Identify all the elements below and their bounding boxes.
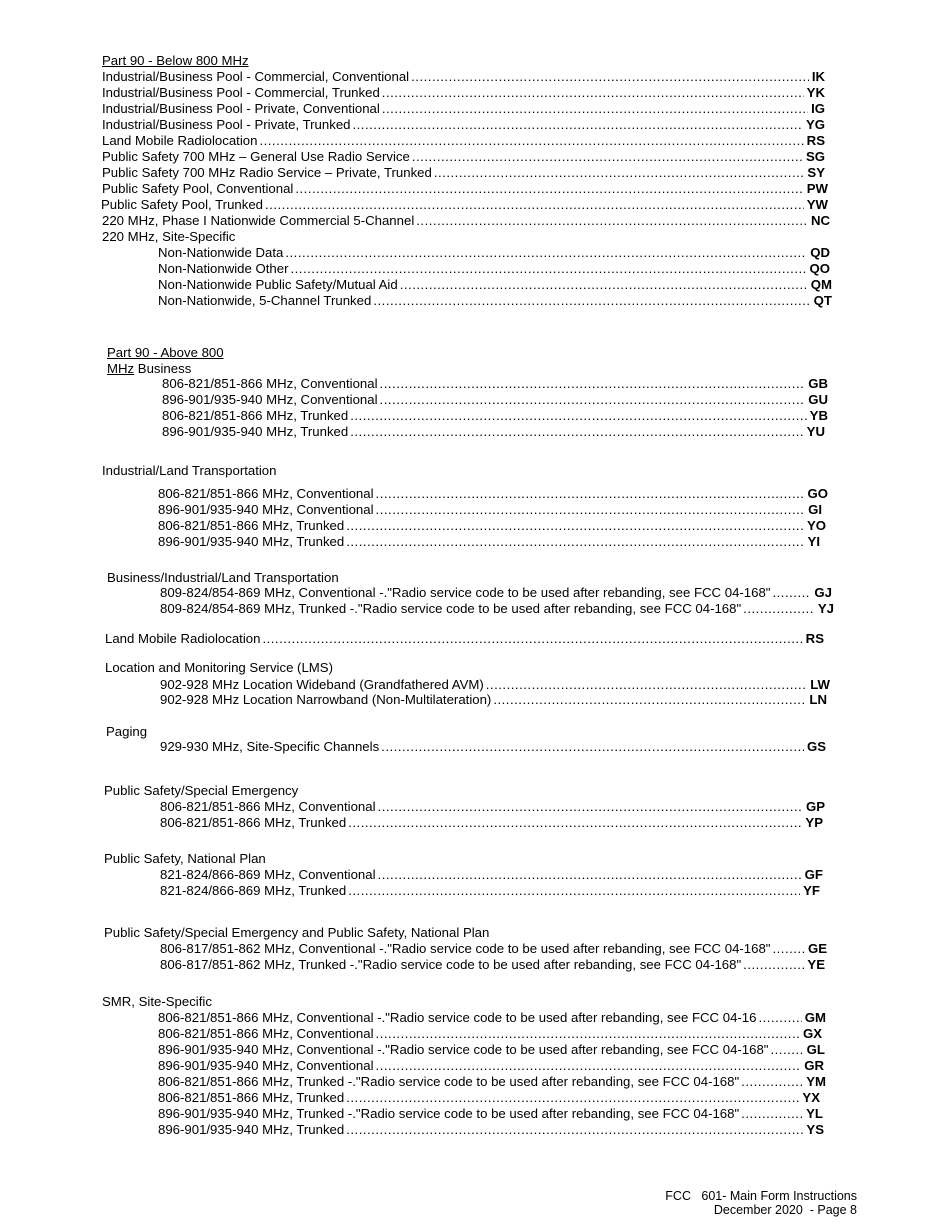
list-item: 806-821/851-866 MHz, Trunked ..... YX [158, 1090, 820, 1106]
list-item: 806-821/851-866 MHz, Trunked -."Radio service code to be used after rebanding, see FCC 04-168" ..... YM [158, 1074, 826, 1090]
list-item: 896-901/935-940 MHz, Conventional ..... GR [158, 1058, 824, 1074]
list-item: Non-Nationwide Public Safety/Mutual Aid ..... QM [158, 277, 832, 293]
list-item: 806-821/851-866 MHz, Conventional -."Radio service code to be used after rebanding, see FCC 04-16 ..... GM [158, 1010, 826, 1026]
subheading-public-safety-national-plan: Public Safety, National Plan [104, 851, 266, 866]
page-footer [665, 1189, 857, 1217]
list-item: Industrial/Business Pool - Commercial, Conventional ..... IK [102, 69, 825, 85]
subheading-combined-public-safety: Public Safety/Special Emergency and Public Safety, National Plan [104, 925, 490, 940]
list-item: 809-824/854-869 MHz, Trunked -."Radio service code to be used after rebanding, see FCC 04-168" ..... YJ [160, 601, 834, 617]
list-item: 896-901/935-940 MHz, Conventional ..... GU [162, 392, 828, 408]
list-item: 821-824/866-869 MHz, Trunked ..... YF [160, 883, 820, 899]
list-item: Public Safety 700 MHz Radio Service – Private, Trunked ..... SY [102, 165, 825, 181]
list-item: 220 MHz, Phase I Nationwide Commercial 5-Channel ..... NC [102, 213, 830, 229]
list-item: 896-901/935-940 MHz, Trunked ..... YS [158, 1122, 824, 1138]
section-title-below-800: Part 90 - Below 800 MHz [102, 53, 249, 68]
list-item: Public Safety Pool, Conventional ..... PW [102, 181, 828, 197]
list-item: 902-928 MHz Location Narrowband (Non-Multilateration) ..... LN [160, 692, 827, 708]
footer-form-title: FCC 601- Main Form Instructions [665, 1189, 857, 1203]
list-item: 806-821/851-866 MHz, Trunked ..... YB [162, 408, 828, 424]
list-item: 806-821/851-866 MHz, Conventional ..... GX [158, 1026, 822, 1042]
list-item: 929-930 MHz, Site-Specific Channels ..... GS [160, 739, 826, 755]
list-item: 821-824/866-869 MHz, Conventional ..... GF [160, 867, 823, 883]
list-item: Non-Nationwide, 5-Channel Trunked ..... QT [158, 293, 832, 309]
list-item: Non-Nationwide Other ..... QO [158, 261, 830, 277]
subheading-lms: Location and Monitoring Service (LMS) [105, 660, 333, 675]
list-item: 809-824/854-869 MHz, Conventional -."Radio service code to be used after rebanding, see FCC 04-168" ..... GJ [160, 585, 832, 601]
list-item: Public Safety 700 MHz – General Use Radio Service ..... SG [102, 149, 825, 165]
list-item: Industrial/Business Pool - Commercial, Trunked ..... YK [102, 85, 825, 101]
list-item: 902-928 MHz Location Wideband (Grandfathered AVM) ..... LW [160, 677, 830, 693]
list-item: 806-821/851-866 MHz, Conventional ..... GO [158, 486, 828, 502]
list-item: Non-Nationwide Data ..... QD [158, 245, 830, 261]
list-item: Land Mobile Radiolocation ..... RS [102, 133, 825, 149]
list-item-land-mobile-radiolocation: Land Mobile Radiolocation ..... RS [105, 631, 824, 647]
list-item: 806-817/851-862 MHz, Conventional -."Radio service code to be used after rebanding, see FCC 04-168" ..... GE [160, 941, 827, 957]
subheading-paging: Paging [106, 724, 148, 739]
list-item: 896-901/935-940 MHz, Trunked ..... YI [158, 534, 820, 550]
section-title-above-800: Part 90 - Above 800 [107, 345, 224, 360]
list-item: 896-901/935-940 MHz, Conventional ..... GI [158, 502, 822, 518]
list-item: 896-901/935-940 MHz, Conventional -."Radio service code to be used after rebanding, see FCC 04-168" ..... GL [158, 1042, 825, 1058]
subheading-business: MHz Business [107, 361, 192, 376]
subheading-220-site-specific: 220 MHz, Site-Specific [102, 229, 236, 244]
subheading-business-industrial-land-transportation: Business/Industrial/Land Transportation [107, 570, 339, 585]
list-item: 896-901/935-940 MHz, Trunked ..... YU [162, 424, 825, 440]
list-item: Industrial/Business Pool - Private, Conventional ..... IG [102, 101, 825, 117]
list-item: Public Safety Pool, Trunked ..... YW [101, 197, 828, 213]
subheading-industrial-land-transportation: Industrial/Land Transportation [102, 463, 277, 478]
footer-date-page: December 2020 - Page 8 [713, 1203, 857, 1217]
list-item: Industrial/Business Pool - Private, Trunked ..... YG [102, 117, 825, 133]
subheading-public-safety-special-emergency: Public Safety/Special Emergency [104, 783, 299, 798]
list-item: 806-821/851-866 MHz, Trunked ..... YP [160, 815, 823, 831]
subheading-smr-site-specific: SMR, Site-Specific [102, 994, 212, 1009]
list-item: 896-901/935-940 MHz, Trunked -."Radio service code to be used after rebanding, see FCC 04-168" ..... YL [158, 1106, 823, 1122]
list-item: 806-817/851-862 MHz, Trunked -."Radio service code to be used after rebanding, see FCC 04-168" ..... YE [160, 957, 825, 973]
list-item: 806-821/851-866 MHz, Trunked ..... YO [158, 518, 826, 534]
list-item: 806-821/851-866 MHz, Conventional ..... GP [160, 799, 825, 815]
list-item: 806-821/851-866 MHz, Conventional ..... GB [162, 376, 828, 392]
